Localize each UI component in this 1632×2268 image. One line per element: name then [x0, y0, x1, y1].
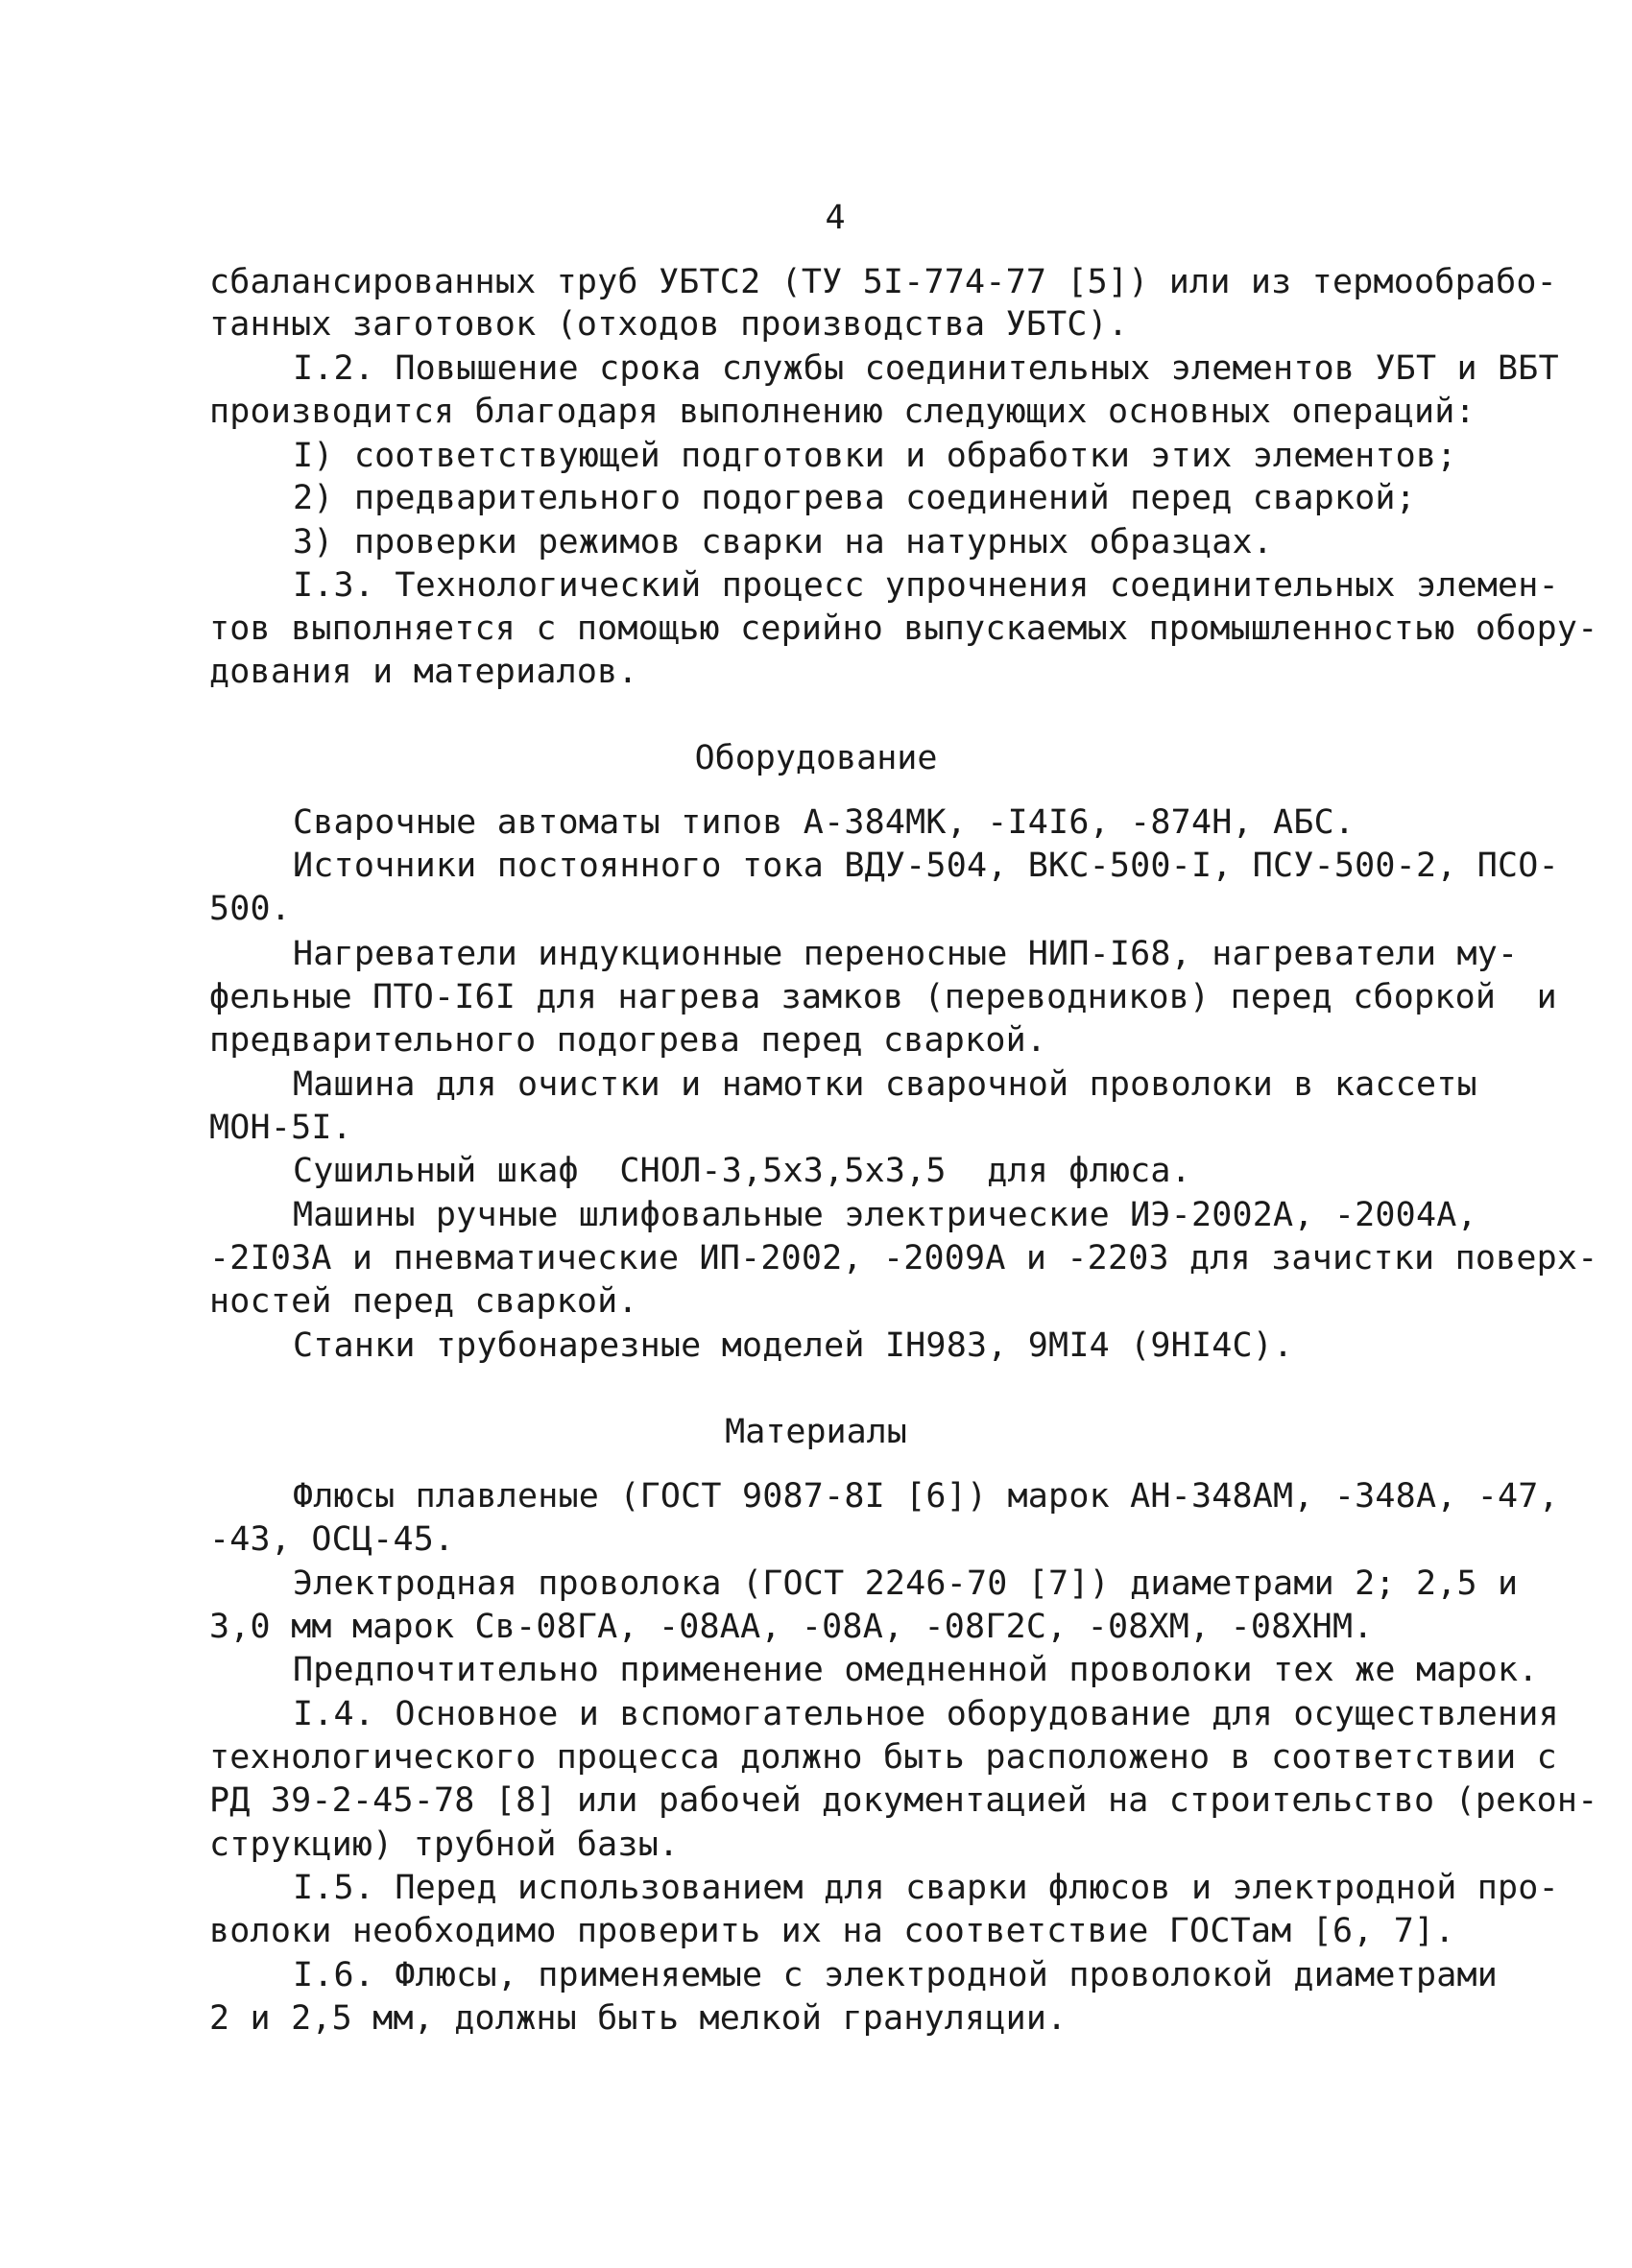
text-line: Сварочные автоматы типов А-384МК, -I4I6, -874Н, АБС. [293, 803, 1356, 842]
text-line: дования и материалов. [209, 653, 638, 691]
text-line: ностей перед сваркой. [209, 1282, 638, 1321]
text-line: предварительного подогрева перед сваркой. [209, 1021, 1047, 1060]
list-item-3: 3) проверки режимов сварки на натурных образцах. [293, 523, 1274, 561]
text-line: струкцию) трубной базы. [209, 1826, 680, 1864]
text-line: 500. [209, 890, 292, 928]
paragraph-1-3: I.3. Технологический процесс упрочнения соединительных элемен- [293, 566, 1559, 605]
text-line: Флюсы плавленые (ГОСТ 9087-8I [6]) марок АН-348АМ, -348А, -47, [293, 1477, 1559, 1516]
page-number: 4 [825, 199, 846, 237]
text-line: Источники постоянного тока ВДУ-504, ВКС-500-I, ПСУ-500-2, ПСО- [293, 847, 1559, 885]
paragraph-1-4: I.4. Основное и вспомогательное оборудование для осуществления [293, 1695, 1559, 1733]
text-line: сбалансированных труб УБТС2 (ТУ 5I-774-77 [5]) или из термообрабо- [209, 263, 1557, 301]
text-line: Станки трубонарезные моделей IН983, 9МI4 (9НI4С). [293, 1326, 1294, 1365]
text-line: производится благодаря выполнению следующих основных операций: [209, 393, 1476, 431]
paragraph-1-2: I.2. Повышение срока службы соединительных элементов УБТ и ВБТ [293, 349, 1559, 388]
text-line: волоки необходимо проверить их на соответствие ГОСТам [6, 7]. [209, 1912, 1455, 1950]
text-line: РД 39-2-45-78 [8] или рабочей документацией на строительство (рекон- [209, 1781, 1598, 1820]
text-line: 3,0 мм марок Св-08ГА, -08АА, -08А, -08Г2С, -08ХМ, -08ХНМ. [209, 1608, 1374, 1646]
text-line: Сушильный шкаф СНОЛ-3,5х3,5х3,5 для флюса. [293, 1152, 1191, 1190]
paragraph-1-6: I.6. Флюсы, применяемые с электродной проволокой диаметрами [293, 1956, 1499, 1994]
list-item-2: 2) предварительного подогрева соединений перед сваркой; [293, 479, 1416, 517]
text-line: Машины ручные шлифовальные электрические ИЭ-2002А, -2004А, [293, 1196, 1477, 1234]
list-item-1: I) соответствующей подготовки и обработки этих элементов; [293, 437, 1457, 475]
text-line: тов выполняется с помощью серийно выпускаемых промышленностью обору- [209, 609, 1598, 648]
text-line: Машина для очистки и намотки сварочной проволоки в кассеты [293, 1065, 1477, 1104]
paragraph-1-5: I.5. Перед использованием для сварки флюсов и электродной про- [293, 1869, 1559, 1907]
text-line: Электродная проволока (ГОСТ 2246-70 [7]) диаметрами 2; 2,5 и [293, 1564, 1519, 1603]
text-line: 2 и 2,5 мм, должны быть мелкой грануляции. [209, 1999, 1068, 2038]
text-line: технологического процесса должно быть расположено в соответствии с [209, 1738, 1557, 1777]
text-line: -43, ОСЦ-45. [209, 1520, 455, 1559]
text-line: Нагреватели индукционные переносные НИП-I68, нагреватели му- [293, 935, 1519, 973]
text-line: фельные ПТО-I6I для нагрева замков (переводников) перед сборкой и [209, 978, 1557, 1016]
text-line: -2I03А и пневматические ИП-2002, -2009А и -2203 для зачистки поверх- [209, 1239, 1598, 1277]
section-heading-materials: Материалы [725, 1413, 907, 1451]
section-heading-equipment: Оборудование [694, 739, 938, 777]
text-line: танных заготовок (отходов производства УБТС). [209, 305, 1129, 344]
text-line: Предпочтительно применение омедненной проволоки тех же марок. [293, 1651, 1539, 1689]
text-line: МОН-5I. [209, 1109, 352, 1147]
